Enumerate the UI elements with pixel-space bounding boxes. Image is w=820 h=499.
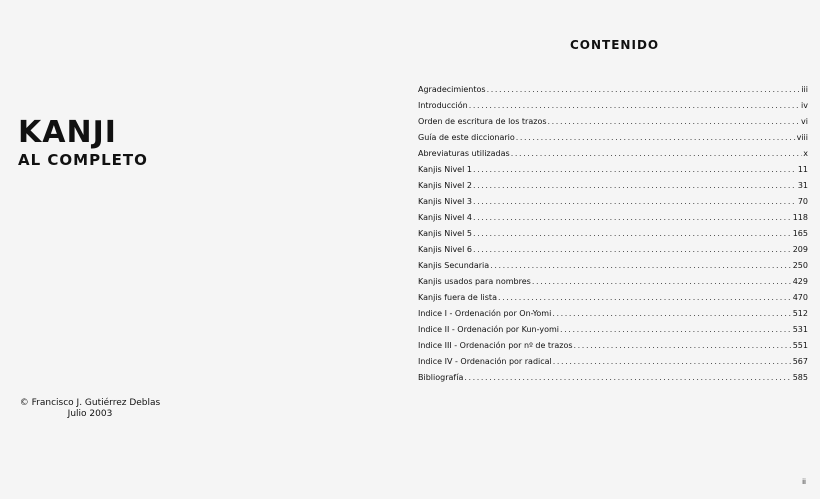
copyright-block [10, 398, 170, 420]
toc-entry [418, 242, 808, 258]
toc-entry [418, 194, 808, 210]
book-title: KANJI [18, 115, 117, 150]
toc-entry-page: 585 [792, 373, 808, 382]
toc-leader-dots [473, 194, 797, 210]
toc-entry-page: 429 [792, 277, 808, 286]
toc-entry [418, 258, 808, 274]
page-number: ii [802, 478, 806, 486]
toc-entry-page: 567 [792, 357, 808, 366]
toc-entry-label: Kanjis Nivel 2 [418, 181, 472, 190]
toc-entry-page: 531 [792, 325, 808, 334]
toc-entry [418, 274, 808, 290]
toc-entry [418, 226, 808, 242]
toc-entry-label: Guía de este diccionario [418, 133, 515, 142]
toc-entry [418, 114, 808, 130]
copyright-date: Julio 2003 [67, 409, 113, 419]
toc-entry-label: Orden de escritura de los trazos [418, 117, 547, 126]
toc-leader-dots [553, 354, 792, 370]
toc-leader-dots [498, 290, 792, 306]
toc-entry-label: Indice III - Ordenación por nº de trazos [418, 341, 573, 350]
toc-entry-label: Indice I - Ordenación por On-Yomi [418, 309, 552, 318]
toc-entry-page: 209 [792, 245, 808, 254]
toc-leader-dots [473, 226, 792, 242]
toc-entry-label: Kanjis Nivel 6 [418, 245, 472, 254]
toc-entry-page: iv [801, 101, 808, 110]
toc-entry-page: viii [796, 133, 808, 142]
toc-entry-page: 551 [792, 341, 808, 350]
toc-leader-dots [532, 274, 792, 290]
toc-entry [418, 162, 808, 178]
toc-entry [418, 178, 808, 194]
toc-entry-page: 470 [792, 293, 808, 302]
toc-leader-dots [487, 82, 801, 98]
toc-leader-dots [490, 258, 792, 274]
title-block [18, 115, 148, 170]
toc-entry [418, 130, 808, 146]
toc-entry-label: Kanjis Nivel 3 [418, 197, 472, 206]
table-of-contents [418, 82, 808, 386]
toc-entry-page: vi [801, 117, 808, 126]
contents-heading: CONTENIDO [570, 38, 660, 52]
toc-leader-dots [473, 162, 797, 178]
toc-entry [418, 306, 808, 322]
toc-entry [418, 370, 808, 386]
toc-entry-page: 118 [792, 213, 808, 222]
toc-leader-dots [560, 322, 792, 338]
toc-entry [418, 82, 808, 98]
toc-entry [418, 210, 808, 226]
toc-entry-label: Kanjis fuera de lista [418, 293, 497, 302]
toc-entry-label: Kanjis usados para nombres [418, 277, 531, 286]
toc-entry-page: 70 [797, 197, 808, 206]
toc-entry-page: 512 [792, 309, 808, 318]
toc-entry-label: Indice IV - Ordenación por radical [418, 357, 552, 366]
toc-entry-label: Agradecimientos [418, 85, 486, 94]
toc-entry [418, 354, 808, 370]
toc-entry-label: Kanjis Secundaria [418, 261, 490, 270]
toc-leader-dots [552, 306, 791, 322]
toc-entry-page: iii [801, 85, 808, 94]
toc-entry-page: 11 [797, 165, 808, 174]
toc-entry-page: 250 [792, 261, 808, 270]
toc-leader-dots [473, 210, 792, 226]
toc-entry [418, 290, 808, 306]
toc-entry [418, 338, 808, 354]
toc-leader-dots [574, 338, 792, 354]
toc-entry-label: Kanjis Nivel 5 [418, 229, 472, 238]
toc-entry-page: 31 [797, 181, 808, 190]
toc-entry [418, 146, 808, 162]
book-subtitle: AL COMPLETO [18, 151, 148, 169]
toc-leader-dots [548, 114, 801, 130]
toc-entry-label: Kanjis Nivel 1 [418, 165, 472, 174]
toc-leader-dots [511, 146, 803, 162]
toc-leader-dots [473, 242, 792, 258]
toc-entry-label: Kanjis Nivel 4 [418, 213, 472, 222]
toc-leader-dots [469, 98, 800, 114]
toc-entry-label: Abreviaturas utilizadas [418, 149, 510, 158]
toc-entry-label: Bibliografía [418, 373, 464, 382]
toc-entry-page: x [803, 149, 808, 158]
toc-entry-label: Indice II - Ordenación por Kun-yomi [418, 325, 560, 334]
toc-entry [418, 322, 808, 338]
toc-leader-dots [464, 370, 791, 386]
toc-entry-label: Introducción [418, 101, 468, 110]
toc-leader-dots [516, 130, 796, 146]
toc-entry [418, 98, 808, 114]
copyright-author: © Francisco J. Gutiérrez Deblas [19, 398, 161, 408]
toc-entry-page: 165 [792, 229, 808, 238]
toc-leader-dots [473, 178, 797, 194]
